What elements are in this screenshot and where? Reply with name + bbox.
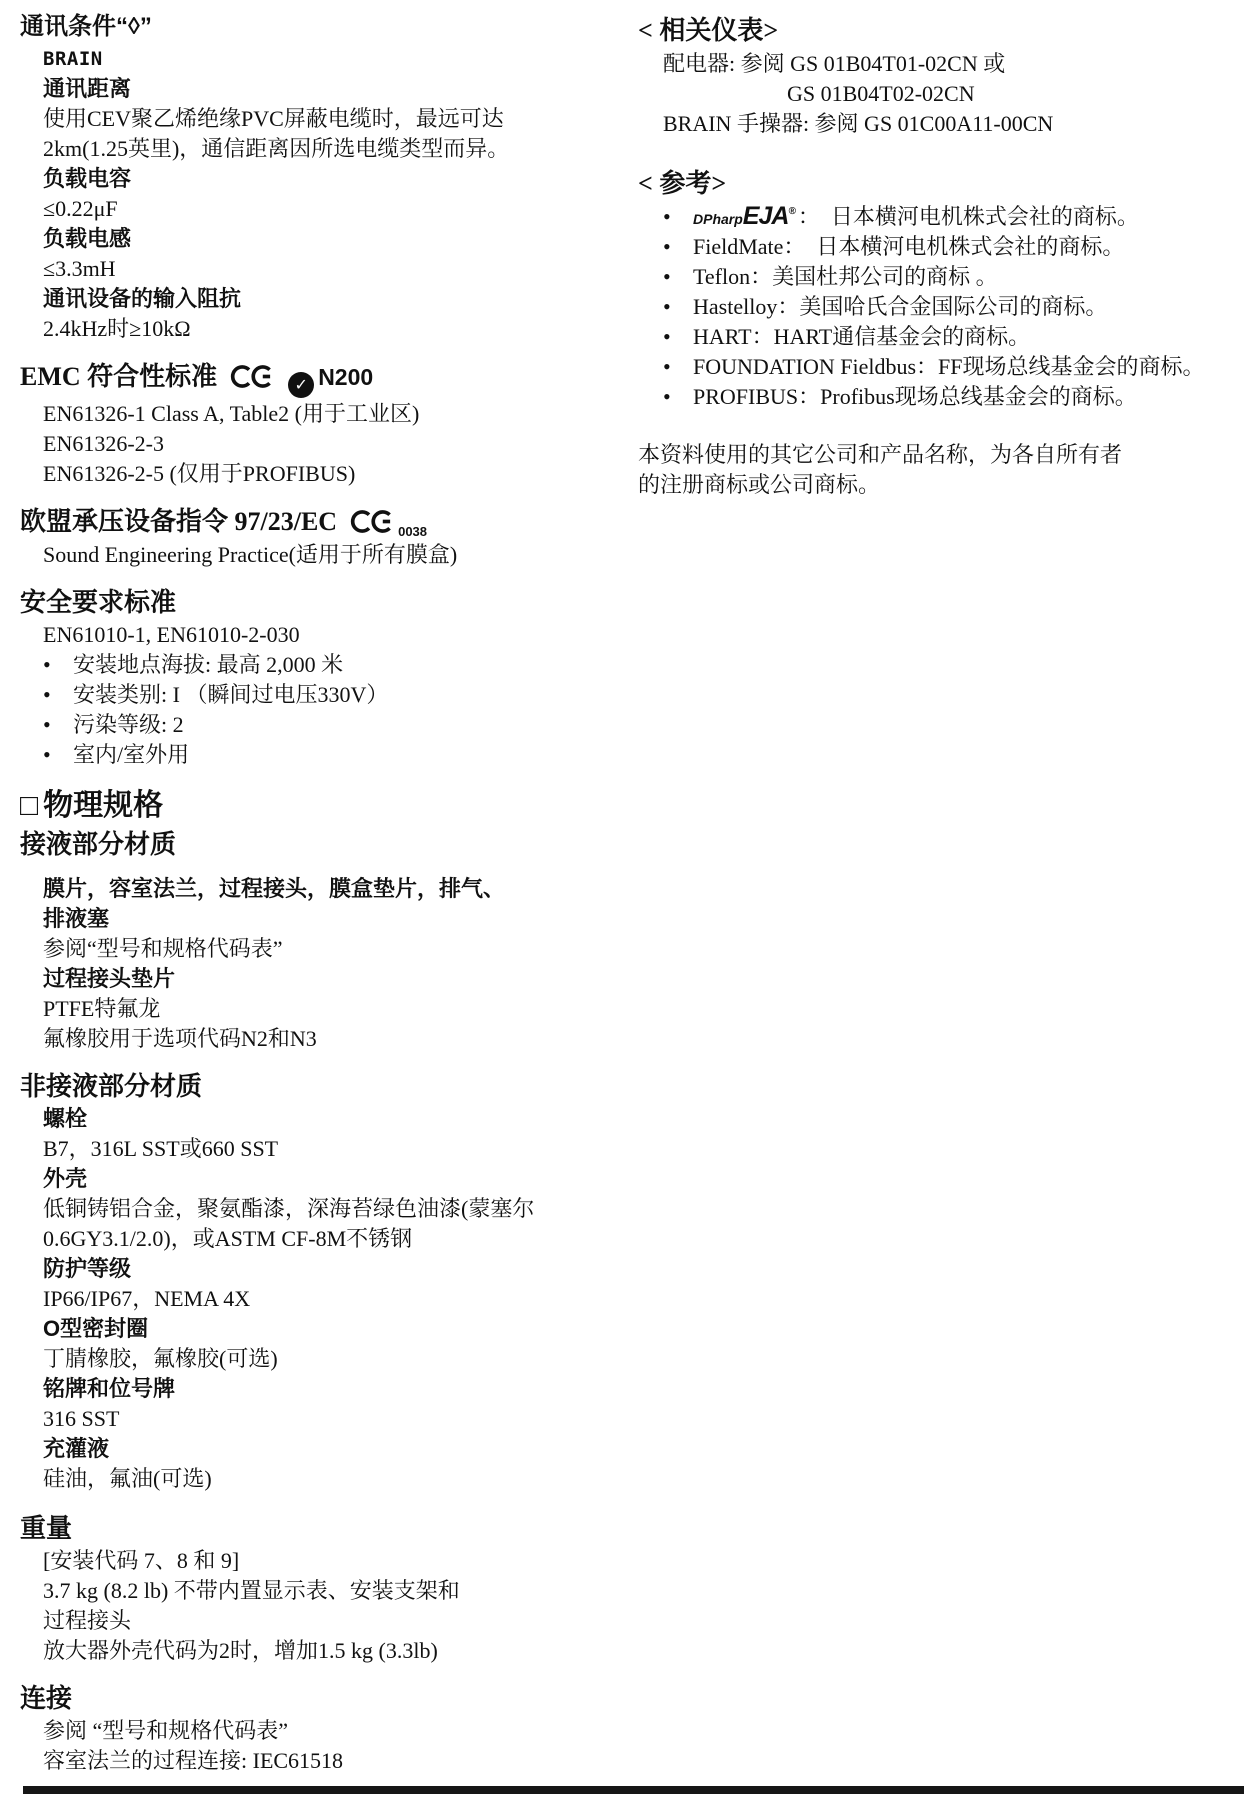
section-heading [20, 1068, 624, 1104]
right-column [638, 0, 1244, 500]
bullet-text: 安装类别: I （瞬间过电压330V） [73, 682, 389, 707]
heading-text: > [763, 16, 779, 45]
text-span: 2.4kHz时≥10kΩ [43, 316, 191, 341]
text-line [20, 874, 624, 904]
text-line [20, 399, 624, 429]
text-line [20, 1344, 624, 1374]
text-span: 防护等级 [43, 1256, 132, 1281]
dpharp-eja-logo [693, 202, 796, 232]
text-span: 外壳 [43, 1166, 88, 1191]
text-line [20, 1224, 624, 1254]
ce-mark-icon [349, 509, 396, 534]
heading-text: 连接 [20, 1683, 73, 1713]
section-block [20, 786, 624, 1054]
text-line [20, 1546, 624, 1576]
text-span: B7，316L SST或660 SST [43, 1136, 279, 1161]
text-line [20, 44, 624, 74]
bullet-text: FieldMate： 日本横河电机株式会社的商标。 [693, 234, 1125, 259]
text-line [20, 254, 624, 284]
text-line [638, 79, 1244, 109]
text-span: 充灌液 [43, 1436, 110, 1461]
text-line [20, 1464, 624, 1494]
ce-mark-icon [229, 364, 276, 389]
section-heading [20, 503, 624, 540]
text-span: 过程接头 [43, 1608, 132, 1633]
bullet-text: Teflon：美国杜邦公司的商标 。 [693, 264, 998, 289]
text-line [638, 292, 1244, 322]
bullet-icon: • [43, 682, 51, 707]
text-span: 0.6GY3.1/2.0)，或ASTM CF-8M不锈钢 [43, 1226, 413, 1251]
section-block [20, 10, 624, 344]
text-span: GS 01B04T02-02CN [787, 81, 975, 106]
heading-text: < [638, 169, 660, 198]
text-line [20, 1254, 624, 1284]
heading-text: 物理规格 [43, 789, 164, 822]
text-span: 铭牌和位号牌 [43, 1376, 176, 1401]
logo-text: EJA [742, 202, 789, 230]
text-line [20, 134, 624, 164]
text-span: BRAIN 手操器: 参阅 GS 01C00A11-00CN [663, 111, 1054, 136]
text-line [20, 1134, 624, 1164]
section-block [20, 503, 624, 570]
text-line [20, 1104, 624, 1134]
bullet-icon: • [663, 264, 671, 289]
text-span: PTFE特氟龙 [43, 996, 161, 1021]
rcm-mark-icon [288, 363, 314, 399]
left-column [20, 0, 624, 1776]
text-line [20, 620, 624, 650]
text-line [638, 49, 1244, 79]
text-span: 通讯设备的输入阻抗 [43, 286, 242, 311]
bullet-icon: • [663, 354, 671, 379]
section-heading [638, 165, 1244, 202]
registered-mark: ® [788, 206, 796, 217]
text-span: 通讯距离 [43, 76, 132, 101]
text-line [20, 314, 624, 344]
text-span: IP66/IP67，NEMA 4X [43, 1286, 251, 1311]
text-span: ≤0.22μF [43, 196, 118, 221]
text-line [20, 74, 624, 104]
section-block [20, 1680, 624, 1776]
text-span: BRAIN [43, 48, 103, 70]
bullet-icon: • [663, 324, 671, 349]
bullet-icon: • [663, 384, 671, 409]
text-line [20, 710, 624, 740]
text-line [20, 1636, 624, 1666]
text-span: [安装代码 7、8 和 9] [43, 1548, 240, 1573]
text-line [20, 459, 624, 489]
text-span: 丁腈橡胶，氟橡胶(可选) [43, 1346, 278, 1371]
section-heading [20, 786, 624, 826]
text-span: 膜片，容室法兰，过程接头，膜盒垫片，排气、 [43, 876, 506, 901]
text-line [20, 1024, 624, 1054]
text-line [20, 540, 624, 570]
bullet-text: 室内/室外用 [73, 742, 190, 767]
text-line [20, 1606, 624, 1636]
text-span: 负载电容 [43, 166, 132, 191]
rcm-label: N200 [318, 364, 374, 390]
bullet-icon: • [663, 294, 671, 319]
text-span: ： [797, 204, 809, 229]
text-span: 硅油，氟油(可选) [43, 1466, 212, 1491]
heading-text: 相关仪表 [659, 15, 764, 45]
text-span: EN61010-1, EN61010-2-030 [43, 622, 300, 647]
text-span: 的注册商标或公司商标。 [638, 472, 881, 497]
text-span: O型密封圈 [43, 1316, 149, 1341]
text-line [638, 232, 1244, 262]
section-block [638, 440, 1244, 500]
text-line [20, 194, 624, 224]
section-block [638, 165, 1244, 412]
heading-text: 欧盟承压设备指令 [20, 506, 229, 536]
bullet-text: HART：HART通信基金会的商标。 [693, 324, 1031, 349]
text-line [20, 964, 624, 994]
text-line [20, 1374, 624, 1404]
heading-text: 97/23/EC [228, 507, 338, 536]
bullet-text: 污染等级: 2 [73, 712, 184, 737]
text-span: 负载电感 [43, 226, 132, 251]
bullet-text: 安装地点海拔: 最高 2,000 米 [73, 652, 344, 677]
text-line [638, 470, 1244, 500]
bullet-icon: • [43, 742, 51, 767]
text-line [638, 202, 1244, 232]
text-line [20, 994, 624, 1024]
check-icon: ✓ [288, 372, 314, 398]
text-line [20, 1746, 624, 1776]
text-line [20, 1404, 624, 1434]
heading-text: > [711, 169, 727, 198]
text-line [20, 904, 624, 934]
bullet-text: PROFIBUS：Profibus现场总线基金会的商标。 [693, 384, 1137, 409]
text-line [638, 382, 1244, 412]
section-block [20, 1510, 624, 1666]
text-line [20, 1716, 624, 1746]
text-span: 放大器外壳代码为2时，增加1.5 kg (3.3lb) [43, 1638, 438, 1663]
heading-text: 重量 [20, 1513, 73, 1543]
section-heading [20, 358, 624, 399]
heading-text: < [638, 16, 660, 45]
text-span: EN61326-2-5 (仅用于PROFIBUS) [43, 461, 356, 486]
text-span: 2km(1.25英里)，通信距离因所选电缆类型而异。 [43, 136, 510, 161]
heading-text: 符合性标准 [87, 361, 218, 391]
text-span: 氟橡胶用于选项代码N2和N3 [43, 1026, 317, 1051]
text-span: 配电器: 参阅 GS 01B04T01-02CN 或 [663, 51, 1006, 76]
section-block [20, 1068, 624, 1494]
heading-text: 参考 [659, 168, 712, 198]
ce-number-label: 0038 [398, 524, 428, 539]
bullet-icon: • [663, 204, 671, 229]
text-span: Sound Engineering Practice(适用于所有膜盒) [43, 542, 458, 567]
section-block [638, 12, 1244, 139]
square-icon: □ [20, 789, 39, 822]
text-span: 通讯条件“◊” [20, 13, 152, 40]
text-span: 使用CEV聚乙烯绝缘PVC屏蔽电缆时，最远可达 [43, 106, 504, 131]
text-span: 316 SST [43, 1406, 120, 1431]
heading-text: 安全要求标准 [20, 587, 177, 617]
text-span: EN61326-1 Class A, Table2 (用于工业区) [43, 401, 420, 426]
text-span: ≤3.3mH [43, 256, 116, 281]
text-line [20, 1194, 624, 1224]
text-line [20, 104, 624, 134]
section-heading [20, 584, 624, 620]
text-line [638, 322, 1244, 352]
text-line [638, 440, 1244, 470]
text-line [20, 680, 624, 710]
text-line [20, 164, 624, 194]
text-line [20, 934, 624, 964]
text-span: 3.7 kg (8.2 lb) 不带内置显示表、安装支架和 [43, 1578, 460, 1603]
text-line [20, 224, 624, 254]
text-span: 参阅 “型号和规格代码表” [43, 1718, 289, 1743]
text-line [20, 650, 624, 680]
text-span: 过程接头垫片 [43, 966, 176, 991]
bullet-text: Hastelloy：美国哈氏合金国际公司的商标。 [693, 294, 1108, 319]
text-span: EN61326-2-3 [43, 431, 164, 456]
logo-text: DPharp [693, 211, 743, 227]
heading-text: 非接液部分材质 [20, 1071, 203, 1101]
text-line [638, 352, 1244, 382]
footer-rule [23, 1786, 1244, 1794]
bullet-text: FOUNDATION Fieldbus：FF现场总线基金会的商标。 [693, 354, 1205, 379]
text-span: 螺栓 [43, 1106, 88, 1131]
bullet-icon: • [663, 234, 671, 259]
text-span: 低铜铸铝合金，聚氨酯漆，深海苔绿色油漆(蒙塞尔 [43, 1196, 535, 1221]
text-line [20, 1164, 624, 1194]
section-heading [638, 12, 1244, 49]
text-span: 本资料使用的其它公司和产品名称，为各自所有者 [638, 442, 1123, 467]
text-span: 容室法兰的过程连接: IEC61518 [43, 1748, 344, 1773]
text-line [20, 429, 624, 459]
heading-text: EMC [20, 362, 88, 391]
text-line [20, 284, 624, 314]
text-line [638, 109, 1244, 139]
text-line [20, 740, 624, 770]
text-line [638, 262, 1244, 292]
section-heading [20, 10, 624, 44]
section-heading [20, 1680, 624, 1716]
text-line [20, 1284, 624, 1314]
text-span: 参阅“型号和规格代码表” [43, 936, 283, 961]
bullet-icon: • [43, 712, 51, 737]
section-block [20, 358, 624, 489]
section-block [20, 584, 624, 770]
text-line [20, 1576, 624, 1606]
section-heading [20, 826, 624, 862]
text-line [20, 1434, 624, 1464]
heading-text: 接液部分材质 [20, 829, 177, 859]
text-span: 排液塞 [43, 906, 110, 931]
text-line [20, 1314, 624, 1344]
section-heading [20, 1510, 624, 1546]
bullet-text: 日本横河电机株式会社的商标。 [808, 204, 1139, 229]
bullet-icon: • [43, 652, 51, 677]
